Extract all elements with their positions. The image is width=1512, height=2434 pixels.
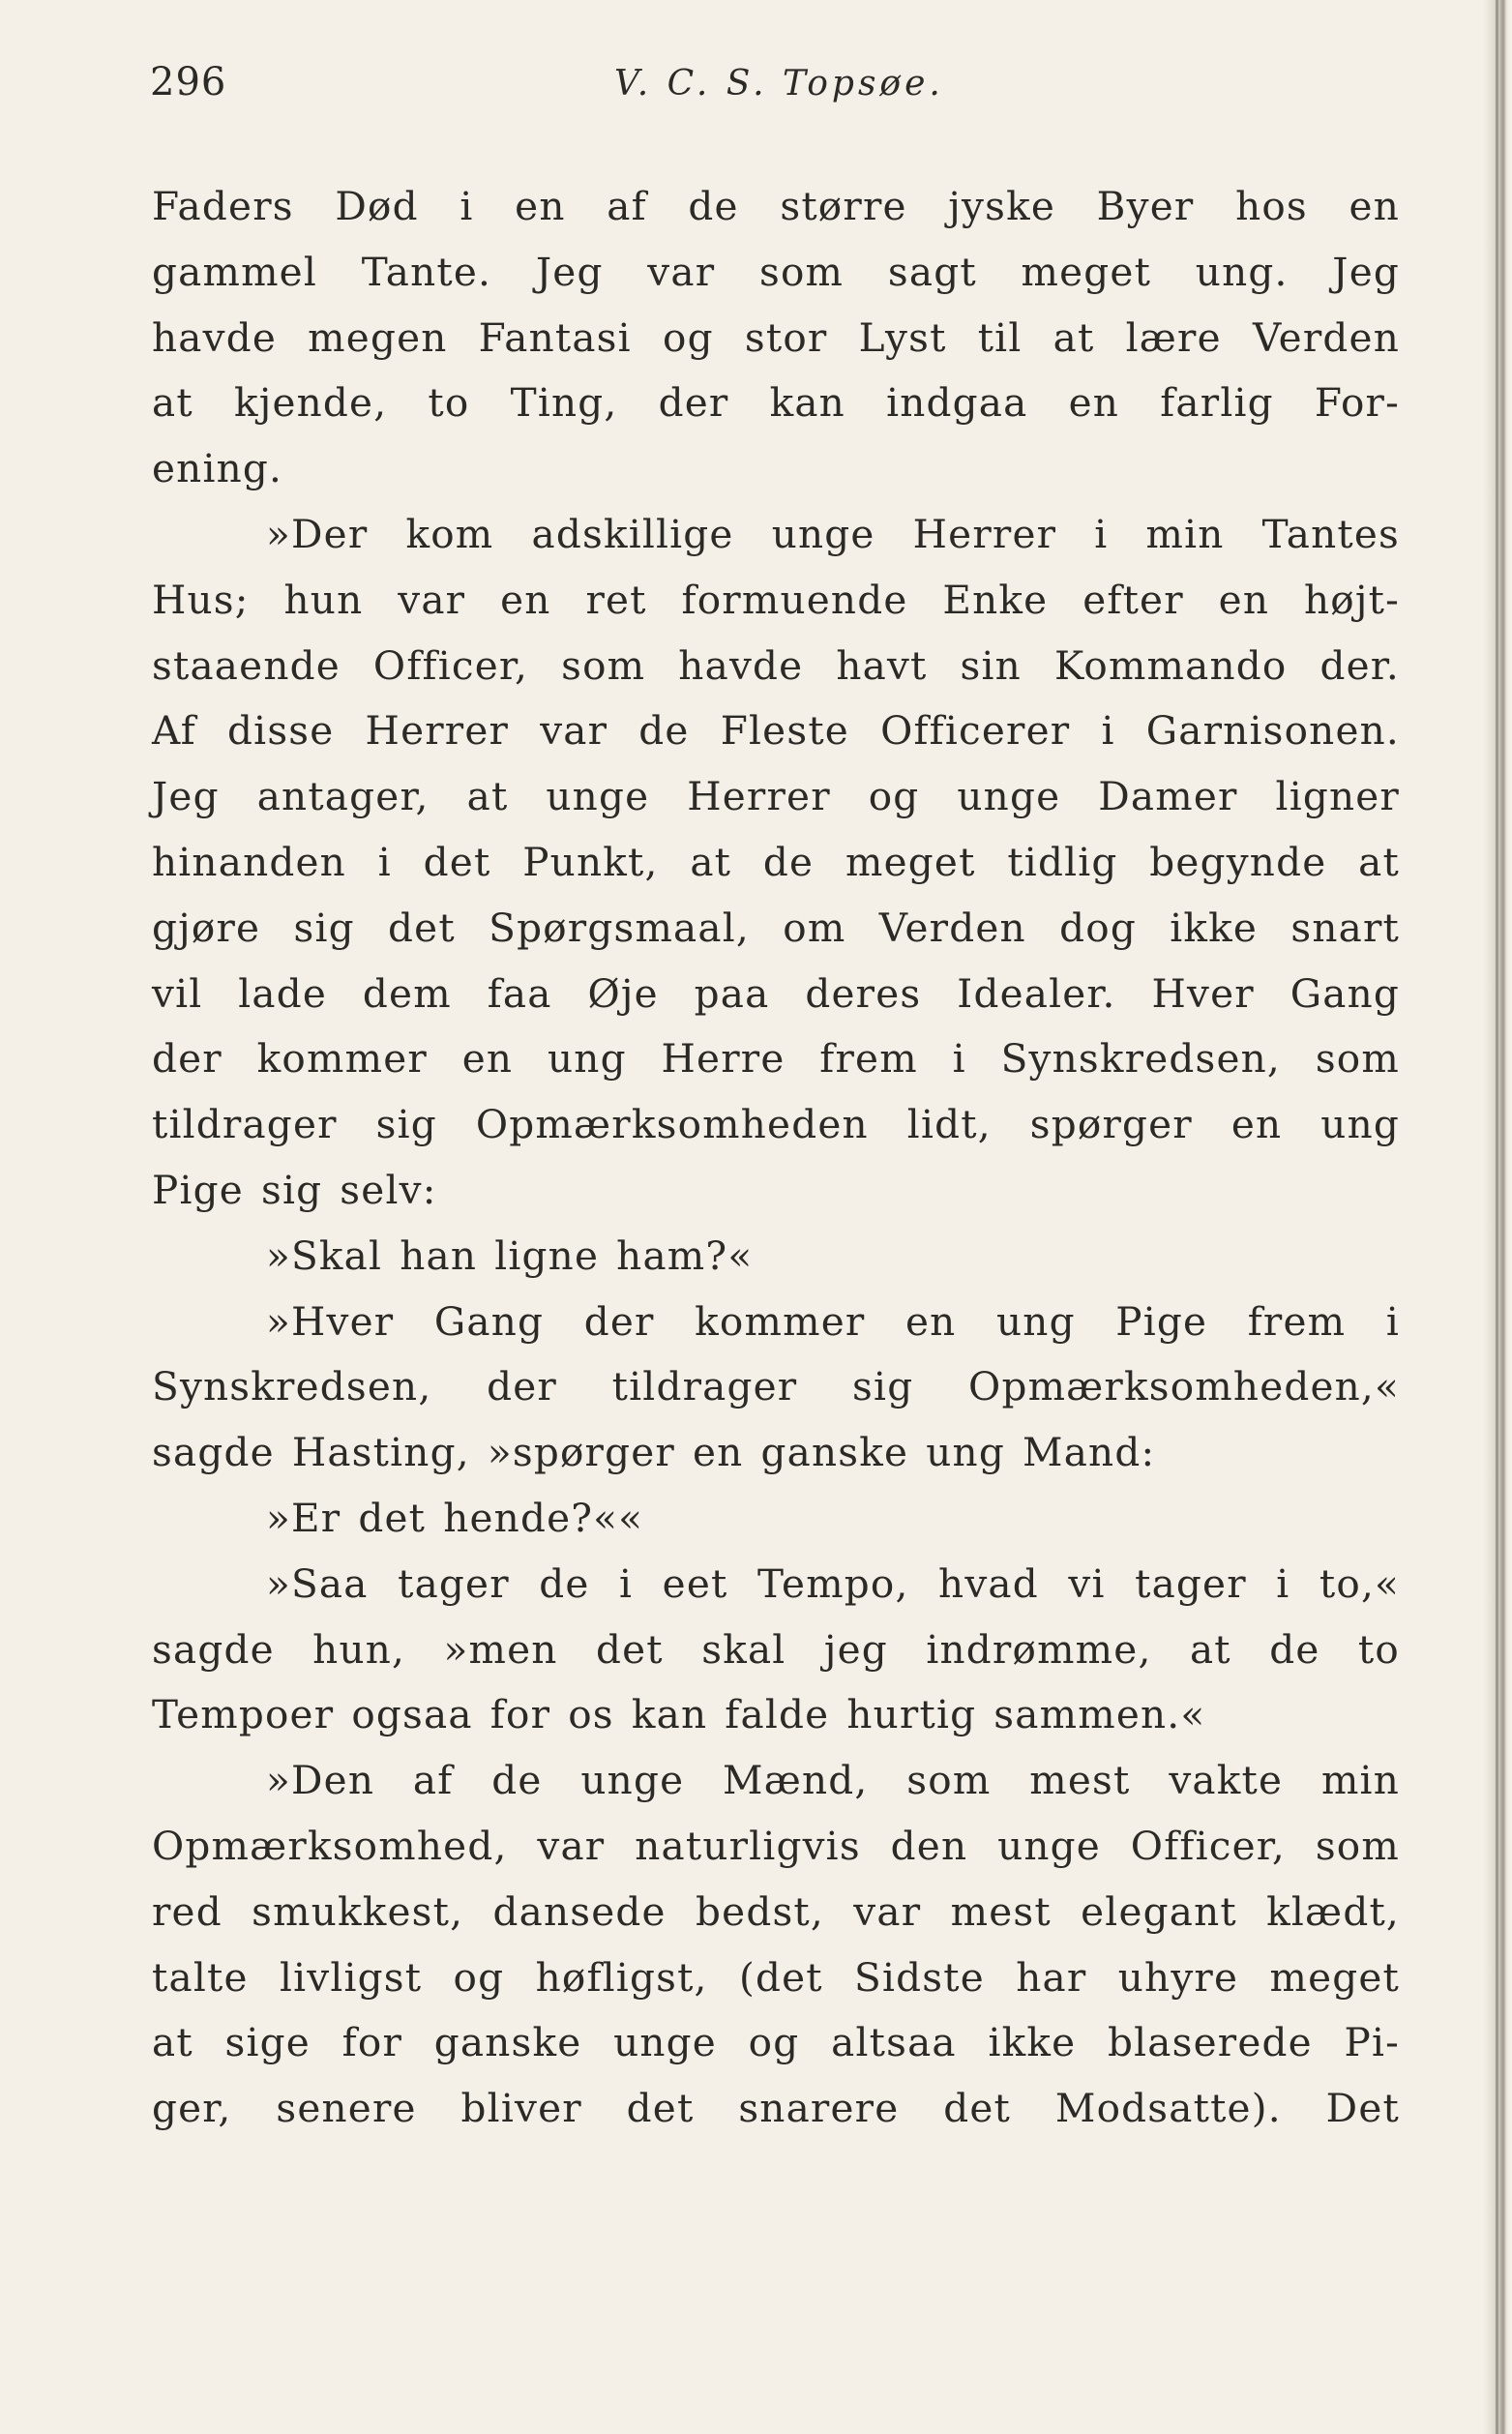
text-line: Tempoer ogsaa for os kan falde hurtig sammen.«: [152, 1691, 1206, 1738]
text-line: gjøre sig det Spørgsmaal, om Verden dog ikke snart: [152, 904, 1400, 951]
page-header: [150, 60, 1408, 118]
text-line: at sige for ganske unge og altsaa ikke blaserede Pi-: [152, 2019, 1400, 2066]
text-line: ening.: [152, 445, 283, 492]
text-line: »Der kom adskillige unge Herrer i min Tantes: [266, 510, 1400, 557]
text-line: Faders Død i en af de større jyske Byer hos en: [152, 183, 1400, 229]
text-line: »Skal han ligne ham?«: [266, 1232, 754, 1279]
text-line: sagde hun, »men det skal jeg indrømme, at de to: [152, 1625, 1400, 1673]
text-line: ger, senere bliver det snarere det Modsatte). Det: [152, 2085, 1400, 2132]
text-line: gammel Tante. Jeg var som sagt meget ung. Jeg: [152, 248, 1400, 295]
text-line: tildrager sig Opmærksomheden lidt, spørger en ung: [152, 1101, 1400, 1148]
text-line: »Saa tager de i eet Tempo, hvad vi tager i to,«: [266, 1559, 1400, 1607]
text-line: havde megen Fantasi og stor Lyst til at lære Verden: [152, 313, 1400, 361]
text-line: »Hver Gang der kommer en ung Pige frem i: [266, 1297, 1400, 1345]
text-line: red smukkest, dansede bedst, var mest elegant klædt,: [152, 1887, 1400, 1935]
text-line: talte livligst og høfligst, (det Sidste har uhyre meget: [152, 1953, 1400, 2001]
text-line: hinanden i det Punkt, at de meget tidlig begynde at: [152, 838, 1400, 885]
text-line: »Er det hende?««: [266, 1494, 644, 1541]
body-text: [152, 174, 1400, 2142]
text-line: Opmærksomhed, var naturligvis den unge Officer, som: [152, 1822, 1400, 1869]
text-line: Jeg antager, at unge Herrer og unge Damer ligner: [152, 773, 1400, 820]
text-line: Hus; hun var en ret formuende Enke efter en højt-: [152, 576, 1400, 623]
text-line: der kommer en ung Herre frem i Synskredsen, som: [152, 1035, 1400, 1083]
text-line: at kjende, to Ting, der kan indgaa en farlig For-: [152, 379, 1400, 427]
text-line: sagde Hasting, »spørger en ganske ung Mand:: [152, 1429, 1156, 1476]
text-line: Synskredsen, der tildrager sig Opmærksomheden,«: [152, 1363, 1400, 1410]
running-head: V. C. S. Topsøe.: [614, 64, 944, 104]
page-number: 296: [150, 60, 227, 104]
text-line: »Den af de unge Mænd, som mest vakte min: [266, 1757, 1400, 1804]
text-line: staaende Officer, som havde havt sin Kommando der.: [152, 641, 1400, 689]
page-edge-line: [1496, 0, 1498, 2434]
text-line: Pige sig selv:: [152, 1166, 437, 1213]
text-line: Af disse Herrer var de Fleste Officerer i Garnisonen.: [152, 707, 1400, 755]
text-line: vil lade dem faa Øje paa deres Idealer. Hver Gang: [152, 969, 1400, 1017]
